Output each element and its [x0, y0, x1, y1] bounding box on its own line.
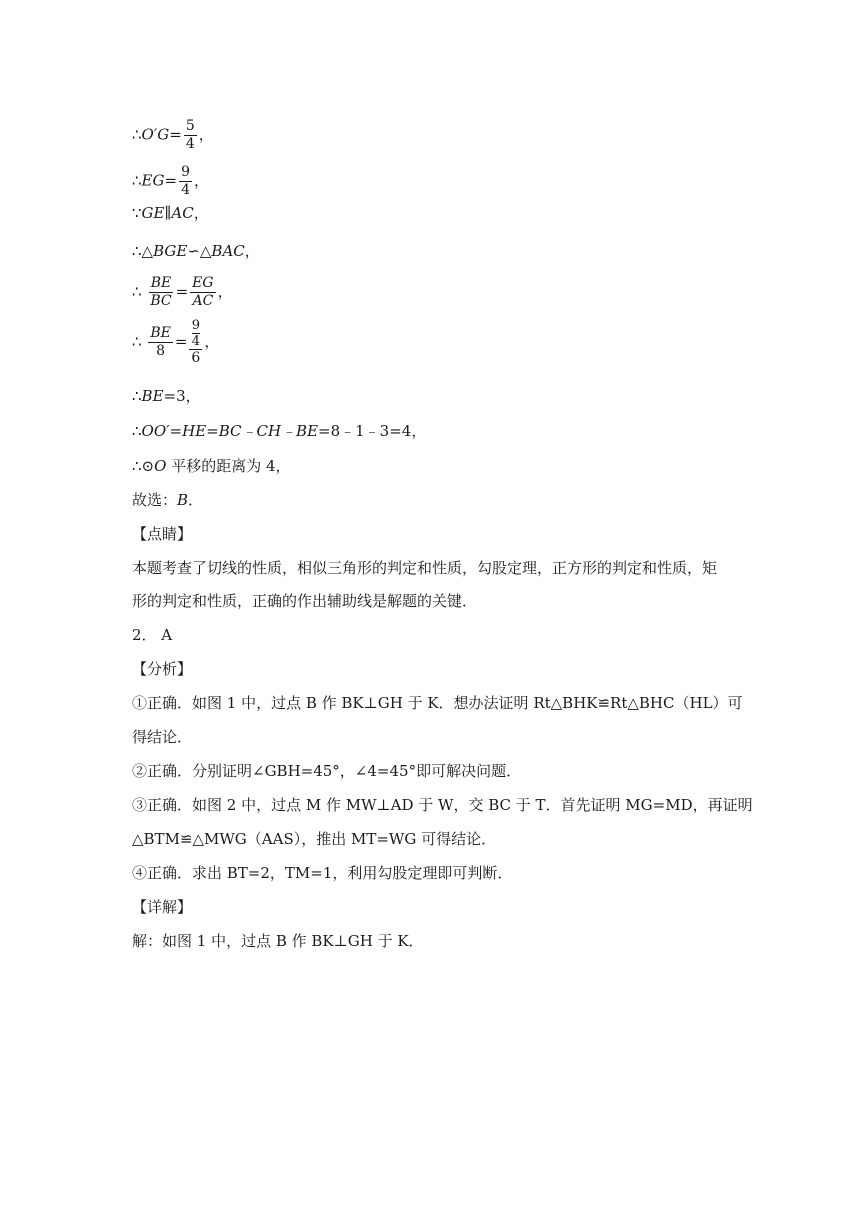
analysis-line: ①正确．如图 1 中，过点 B 作 BK⊥GH 于 K．想办法证明 Rt△BHK≌Rt△BHC（HL）可 [132, 694, 743, 712]
step-ratio-values: ∴ $\frac{BE}{8}$ = $\frac{\frac{9}{4}}{6}$ ， [132, 318, 220, 366]
comment-paragraph-line: 本题考查了切线的性质，相似三角形的判定和性质，勾股定理，正方形的判定和性质，矩 [132, 559, 718, 577]
step-translation-calc: ∴OO′=HE=BC﹣CH﹣BE=8﹣1﹣3=4， [132, 422, 427, 440]
analysis-line: ④正确．求出 BT=2，TM=1，利用勾股定理即可判断． [132, 864, 513, 882]
section-heading-comment: 【点睛】 [132, 525, 193, 543]
solution-line: 解：如图 1 中，过点 B 作 BK⊥GH 于 K． [132, 932, 424, 950]
section-heading-analysis: 【分析】 [132, 660, 193, 678]
step-similar-triangles: ∴△BGE∽△BAC， [132, 242, 260, 260]
compound-fraction: $\frac{\frac{9}{4}}{6}$ [191, 318, 201, 366]
section-heading-detail: 【详解】 [132, 898, 193, 916]
step-be-result: ∴BE=3， [132, 387, 201, 405]
analysis-line: ②正确．分别证明∠GBH=45°，∠4=45°即可解决问题． [132, 762, 522, 780]
step-og-value: ∴O′G= $\frac{5}{4}$ ， [132, 118, 214, 152]
fraction: $\frac{5}{4}$ [185, 118, 195, 152]
step-eg-value: ∴EG= $\frac{9}{4}$ ， [132, 164, 209, 198]
answer-choice: 故选：B． [132, 491, 204, 509]
analysis-line: △BTM≌△MWG（AAS），推出 MT=WG 可得结论． [132, 830, 497, 848]
question-number: 2． A [132, 626, 173, 644]
fraction: $\frac{BE}{BC}$ [150, 275, 172, 309]
analysis-line: 得结论． [132, 728, 193, 746]
fraction: $\frac{9}{4}$ [181, 164, 190, 198]
comment-paragraph-line: 形的判定和性质，正确的作出辅助线是解题的关键． [132, 592, 478, 610]
fraction: $\frac{EG}{AC}$ [192, 275, 214, 309]
step-parallel: ∵GE∥AC， [132, 204, 209, 222]
step-conclusion: ∴⊙O 平移的距离为 4， [132, 457, 291, 475]
step-ratio: ∴ $\frac{BE}{BC}$ = $\frac{EG}{AC}$ ， [132, 275, 233, 309]
inner-fraction: $\frac{9}{4}$ [191, 318, 201, 349]
fraction: $\frac{BE}{8}$ [150, 325, 171, 359]
analysis-line: ③正确．如图 2 中，过点 M 作 MW⊥AD 于 W，交 BC 于 T．首先证明 MG=MD，再证明 [132, 796, 753, 814]
